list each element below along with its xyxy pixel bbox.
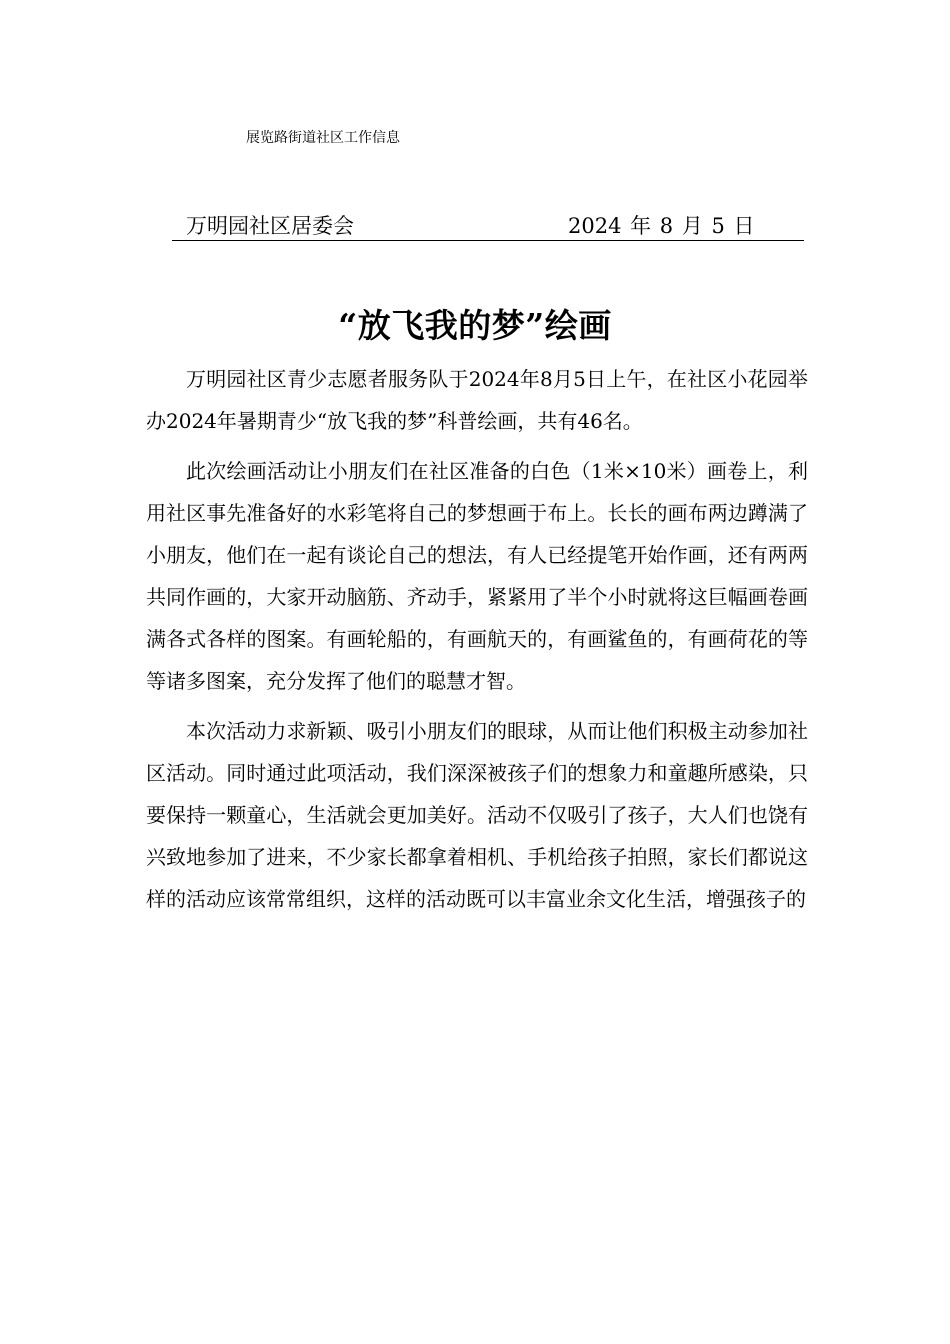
article-title: “放飞我的梦”绘画 <box>338 306 612 345</box>
organization-name: 万明园社区居委会 <box>186 214 354 238</box>
article-body <box>146 358 808 928</box>
document-header-line <box>172 212 804 241</box>
document-date: 2024 年 8 月 5 日 <box>568 214 755 238</box>
article-paragraph: 此次绘画活动让小朋友们在社区准备的白色（1米×10米）画卷上，利用社区事先准备好的水彩笔将自己的梦想画于布上。长长的画布两边蹲满了小朋友，他们在一起有谈论自己的想法，有人已经提笔开始作画，还有两两共同作画的，大家开动脑筋、齐动手，紧紧用了半个小时就将这巨幅画卷画满各式各样的图案。有画轮船的，有画航天的，有画鲨鱼的，有画荷花的等等诸多图案，充分发挥了他们的聪慧才智。 <box>146 459 808 693</box>
article-paragraph: 万明园社区青少志愿者服务队于2024年8月5日上午，在社区小花园举办2024年暑期青少“放飞我的梦”科普绘画，共有46名。 <box>146 367 808 433</box>
article-paragraph: 本次活动力求新颖、吸引小朋友们的眼球，从而让他们积极主动参加社区活动。同时通过此项活动，我们深深被孩子们的想象力和童趣所感染，只要保持一颗童心，生活就会更加美好。活动不仅吸引了孩子，大人们也饶有兴致地参加了进来，不少家长都拿着相机、手机给孩子拍照，家长们都说这样的活动应该常常组织，这样的活动既可以丰富业余文化生活，增强孩子的 <box>146 719 808 911</box>
document-header-note: 展览路街道社区工作信息 <box>246 130 400 146</box>
